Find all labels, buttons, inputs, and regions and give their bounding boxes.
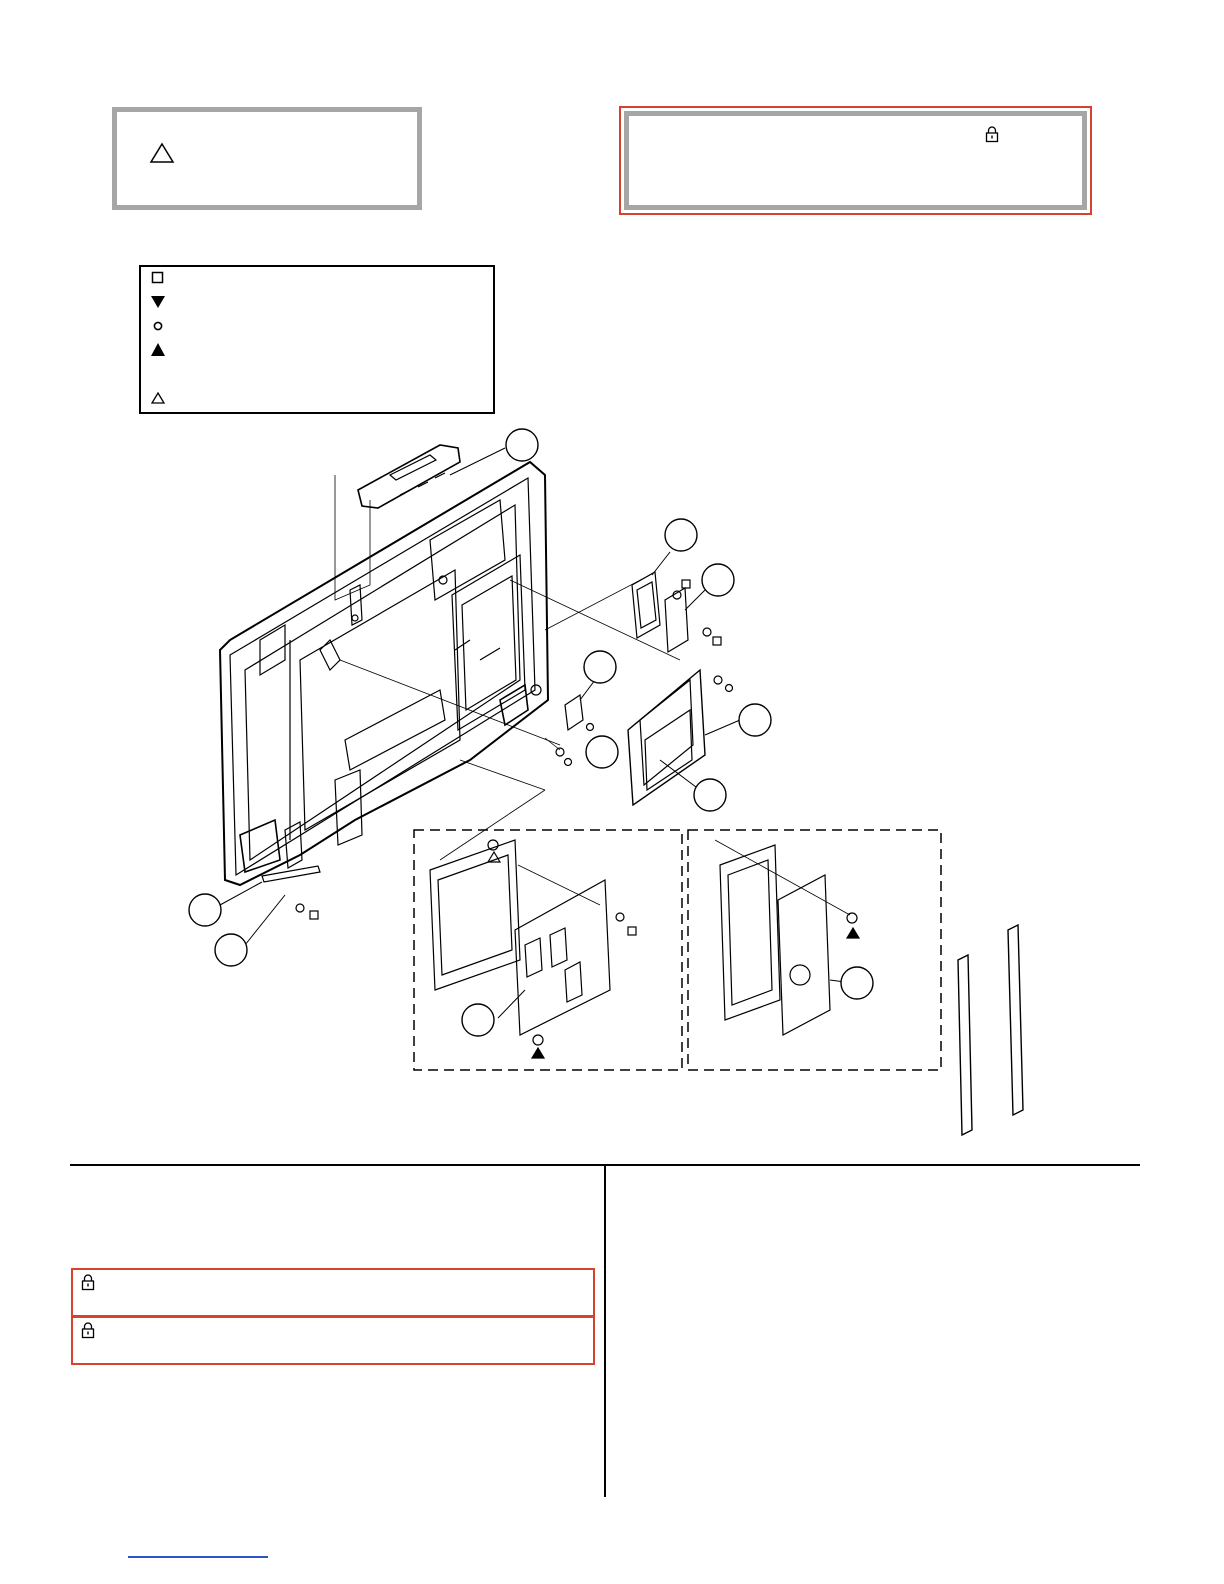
callout-circle — [462, 1004, 494, 1036]
screw-marker — [616, 913, 636, 935]
critical-part-warning — [71, 1316, 595, 1365]
callout-circle — [841, 967, 873, 999]
callout-circle — [702, 564, 734, 596]
page-link[interactable] — [128, 1556, 268, 1558]
side-bracket-assembly — [632, 552, 705, 652]
lock-icon — [81, 1273, 95, 1291]
callout-circle — [739, 704, 771, 736]
small-bracket — [565, 680, 595, 730]
terminal-board — [628, 670, 740, 805]
optional-assembly-box-right — [688, 830, 941, 1070]
callout-circle — [694, 779, 726, 811]
screw-marker — [488, 840, 500, 862]
top-control-panel — [358, 445, 505, 508]
screw-marker — [714, 676, 733, 692]
screw-marker — [703, 628, 721, 645]
screw-marker — [532, 1035, 544, 1058]
screw-marker — [587, 724, 594, 731]
stand-rail-right — [1008, 925, 1023, 1115]
chassis-mounted-board — [452, 555, 525, 730]
critical-part-warning — [71, 1268, 595, 1317]
screw-marker — [556, 748, 572, 766]
bottom-rail — [220, 866, 320, 945]
left-option-bracket-and-board — [430, 840, 610, 1035]
callout-circle — [506, 429, 538, 461]
callout-circle — [665, 519, 697, 551]
callout-circle — [584, 651, 616, 683]
stand-rail-left — [958, 955, 972, 1135]
rear-chassis — [220, 462, 548, 885]
right-option-bracket-and-board — [720, 845, 845, 1035]
screw-marker — [296, 904, 318, 919]
callout-circle — [586, 736, 618, 768]
callout-circle — [189, 894, 221, 926]
optional-assembly-box-left — [414, 830, 682, 1070]
screw-marker — [847, 913, 859, 938]
callout-circle — [215, 934, 247, 966]
lock-icon — [81, 1321, 95, 1339]
